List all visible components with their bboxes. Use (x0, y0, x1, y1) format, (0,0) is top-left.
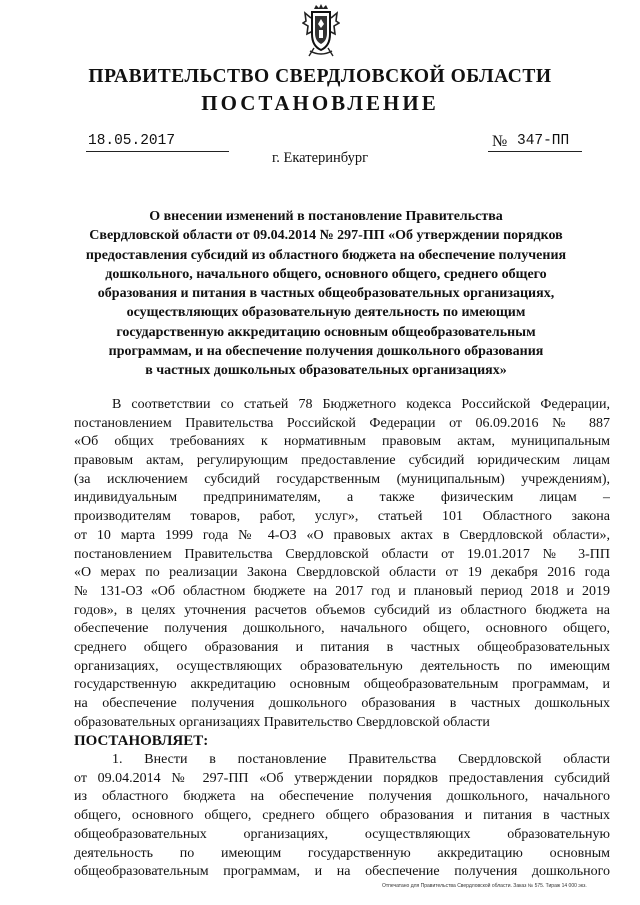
body-line: общеобразовательных организациях, осуществляющих образовательную (74, 826, 610, 842)
title-line: Свердловской области от 09.04.2014 № 297-ПП «Об утверждении порядков (89, 228, 563, 244)
resolves-heading: ПОСТАНОВЛЯЕТ: (74, 733, 209, 750)
document-date: 18.05.2017 (88, 133, 176, 149)
title-line: государственную аккредитацию основным общеобразовательным (116, 324, 536, 340)
coat-of-arms-emblem (302, 4, 340, 58)
body-line: (за исключением субсидий государственным (муниципальным) учреждениям), (74, 471, 610, 487)
body-line: производителям товаров, работ, услуг», статьей 101 Областного закона (74, 509, 610, 525)
document-body (74, 396, 610, 882)
body-line: «Об общих требованиях к нормативным правовым актам, муниципальным (74, 434, 610, 450)
body-line: от 09.04.2014 № 297-ПП «Об утверждении порядков предоставления субсидий (74, 770, 610, 786)
body-line: от 10 марта 1999 года № 4-ОЗ «О правовых актах в Свердловской области», (74, 527, 610, 543)
body-line: годов», в целях уточнения расчетов объемов субсидий из областного бюджета на (74, 602, 610, 618)
document-type: ПОСТАНОВЛЕНИЕ (201, 91, 439, 115)
body-line: общего, основного общего, среднего общего образования и питания в частных (74, 808, 610, 824)
body-line: 1. Внести в постановление Правительства Свердловской области (112, 752, 610, 768)
title-line: в частных дошкольных образовательных организациях» (145, 363, 507, 379)
city-name: г. Екатеринбург (271, 150, 369, 166)
title-line: дошкольного, начального общего, основного общего, среднего общего (105, 266, 547, 282)
document-title (62, 207, 590, 381)
title-line: О внесении изменений в постановление Правительства (149, 209, 503, 224)
body-line: правовым актам, регулирующим предоставление субсидий юридическим лицам (74, 453, 610, 469)
body-line: № 131-ОЗ «Об областном бюджете на 2017 год и плановый период 2018 и 2019 (74, 583, 610, 599)
body-line: постановлением Правительства Свердловской области от 19.01.2017 № 3-ПП (74, 546, 610, 562)
body-line: на обеспечение получения дошкольного образования в частных дошкольных (74, 696, 610, 711)
title-line: осуществляющих образовательную деятельность по имеющим (126, 305, 526, 321)
body-line: постановлением Правительства Российской Федерации от 06.09.2016 № 887 (74, 415, 610, 431)
title-line: программам, и на обеспечение получения дошкольного образования (108, 344, 544, 360)
body-line: из областного бюджета на обеспечение получения дошкольного, начального (74, 789, 610, 805)
body-line: общеобразовательным программам, и на обеспечение получения дошкольного (74, 864, 610, 880)
body-line: организациях, осуществляющих образовательную деятельность по имеющим (74, 658, 610, 674)
body-line: образовательных организациях Правительство Свердловской области (74, 714, 490, 730)
title-line: образования и питания в частных общеобразовательных организациях, (97, 286, 555, 302)
document-number: 347-ПП (517, 133, 570, 149)
number-sign: № (492, 133, 508, 150)
body-line: деятельность по имеющим государственную аккредитацию основным (74, 845, 610, 861)
body-line: обеспечение получения дошкольного, начального общего, основного общего, (74, 621, 610, 637)
body-line: индивидуальным предпринимателям, а также физическим лицам – (74, 490, 610, 506)
body-line: государственную аккредитацию основным общеобразовательным программам, и (74, 677, 610, 693)
body-line: «О мерах по реализации Закона Свердловской области от 19 декабря 2016 года (74, 565, 610, 581)
body-line: В соответствии со статьей 78 Бюджетного кодекса Российской Федерации, (112, 397, 610, 412)
government-name: ПРАВИТЕЛЬСТВО СВЕРДЛОВСКОЙ ОБЛАСТИ (88, 66, 552, 87)
title-line: предоставления субсидий из областного бюджета на обеспечение получения (85, 247, 567, 263)
print-footer: Отпечатано для Правительства Свердловской области. Заказ № 575. Тираж 14 000 экз. (382, 883, 587, 889)
body-line: среднего общего образования и питания в частных общеобразовательных (74, 639, 610, 655)
